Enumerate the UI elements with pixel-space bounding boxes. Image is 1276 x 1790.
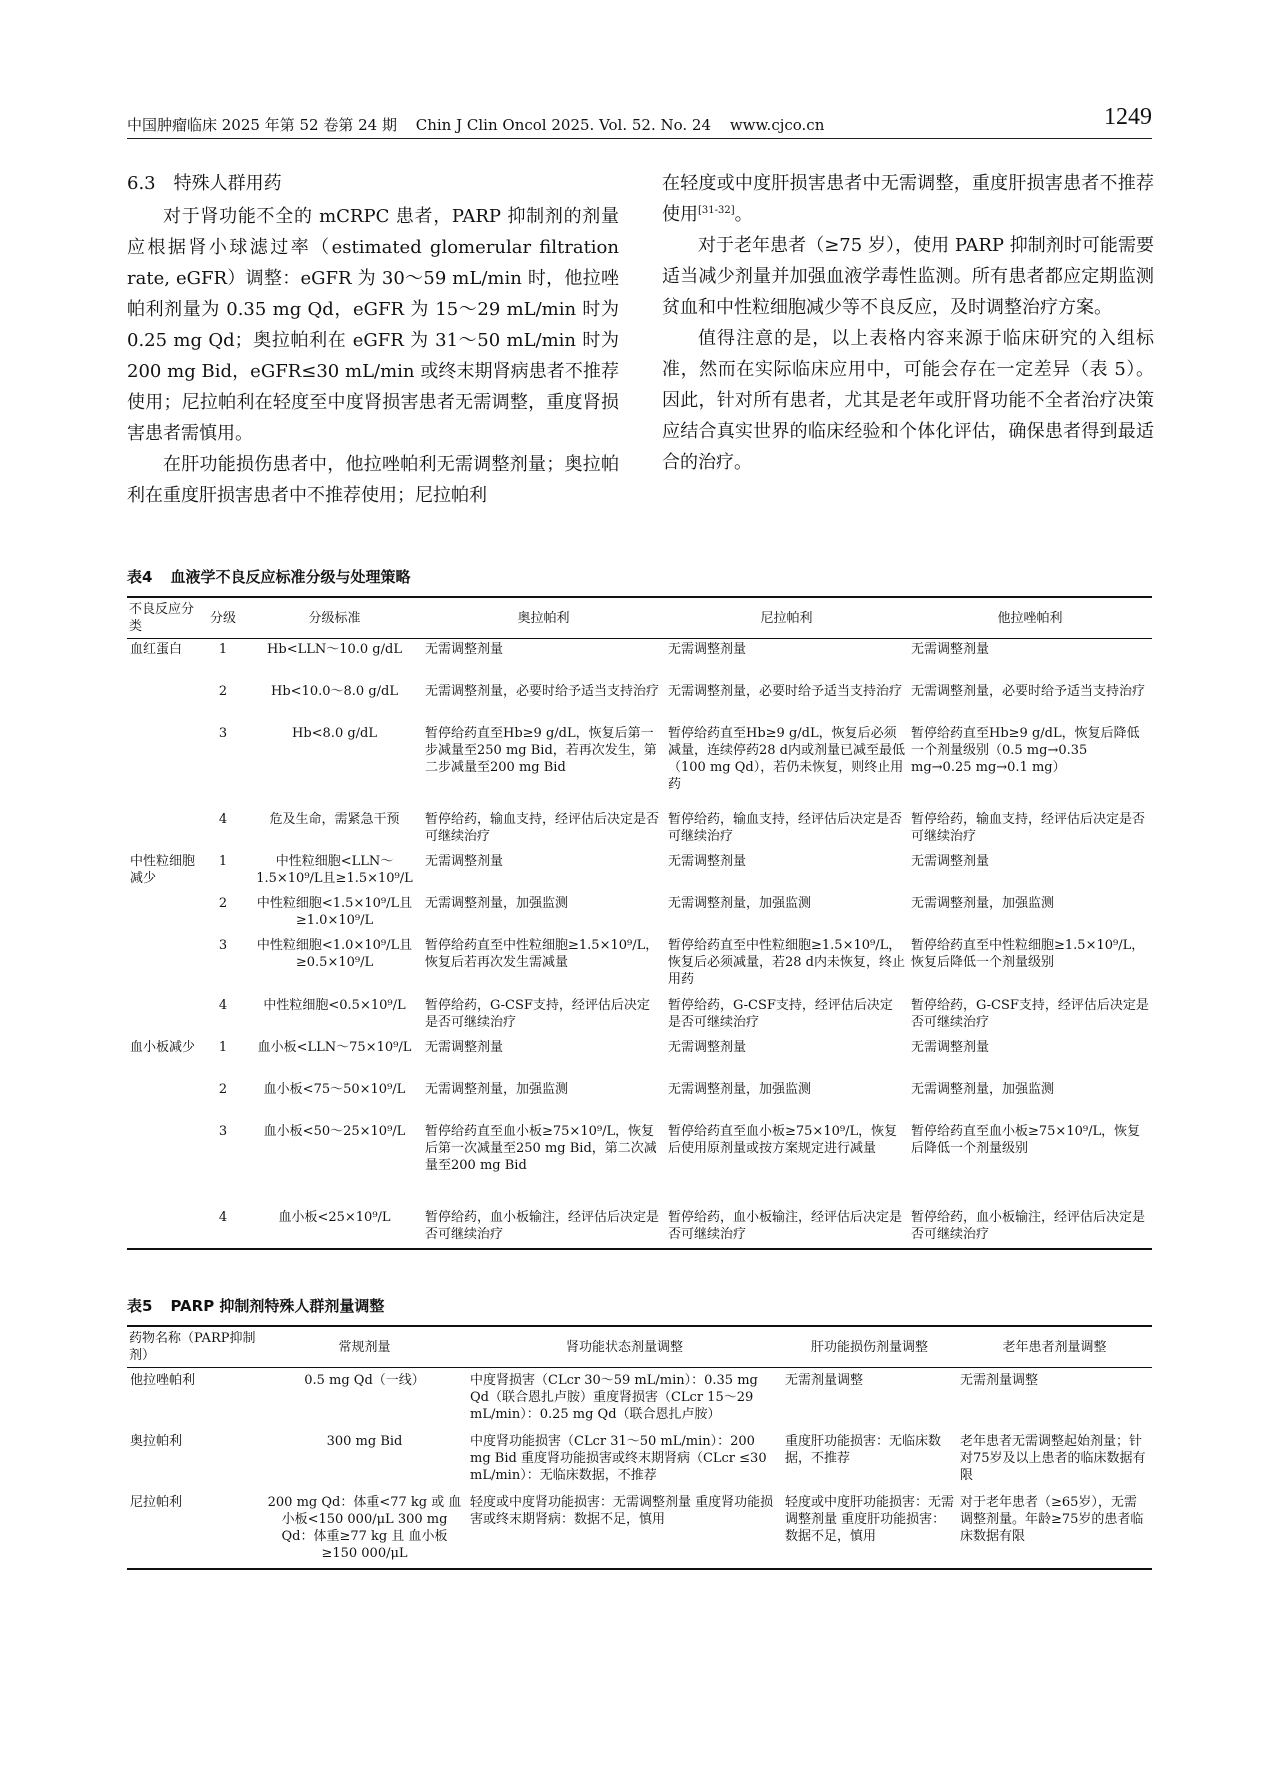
table-cell <box>127 1121 199 1207</box>
column-header: 常规剂量 <box>338 1339 391 1355</box>
table-cell: 暂停给药，输血支持，经评估后决定是否可继续治疗 <box>425 811 660 844</box>
paragraph: 对于肾功能不全的 mCRPC 患者，PARP 抑制剂的剂量应根据肾小球滤过率（estimated glomerular filtration rate, eGFR）调整：eGFR 为 30～59 mL/min 时，他拉唑帕利剂量为 0.35 mg Qd，eGFR 为 15～29 mL/min 时为 0.25 mg Qd；奥拉帕利在 eGFR 为 31～50 mL/min 时为 200 mg Bid，eGFR≤30 mL/min 或终末期肾病患者不推荐使用；尼拉帕利在轻度至中度肾损害患者无需调整，重度肾损害患者需慎用。 <box>127 206 619 444</box>
table-row <box>127 1490 1152 1569</box>
table-cell <box>127 935 199 995</box>
table-cell: Hb<LLN～10.0 g/dL <box>267 642 402 657</box>
table-row <box>127 809 1152 851</box>
table-row <box>127 723 1152 809</box>
column-header: 分级标准 <box>308 610 361 626</box>
table-row <box>127 681 1152 723</box>
table-row <box>127 1121 1152 1207</box>
table-cell: 暂停给药直至中性粒细胞≥1.5×10⁹/L，恢复后若再次发生需减量 <box>425 937 659 970</box>
table-cell: 暂停给药直至中性粒细胞≥1.5×10⁹/L，恢复后必须减量，若28 d内未恢复，终止用药 <box>668 937 905 987</box>
column-header: 他拉唑帕利 <box>997 610 1063 626</box>
paragraph: 值得注意的是，以上表格内容来源于临床研究的入组标准，然而在实际临床应用中，可能会存在一定差异（表 5）。因此，针对所有患者，尤其是老年或肝肾功能不全者治疗决策应结合真实世界的临床经验和个体化评估，确保患者得到最适合的治疗。 <box>662 328 1154 473</box>
table-row <box>127 935 1152 995</box>
table-cell: 中性粒细胞<1.0×10⁹/L且≥0.5×10⁹/L <box>256 937 413 970</box>
paragraph-end: 。 <box>734 204 753 225</box>
table-cell: 中性粒细胞<0.5×10⁹/L <box>263 997 406 1013</box>
table-header-row <box>127 1326 1152 1368</box>
table-cell: 他拉唑帕利 <box>130 1373 196 1388</box>
table5 <box>127 1325 1152 1570</box>
table-cell: 无需调整剂量 <box>425 642 504 657</box>
table-cell: 1 <box>218 853 228 869</box>
column-header: 肾功能状态剂量调整 <box>565 1339 683 1355</box>
table-cell: 暂停给药，G-CSF支持，经评估后决定是否可继续治疗 <box>425 997 650 1030</box>
table-cell: 暂停给药，血小板输注，经评估后决定是否可继续治疗 <box>425 1209 660 1242</box>
table-cell: Hb<8.0 g/dL <box>291 725 377 741</box>
table-cell: 无需剂量调整 <box>960 1373 1039 1388</box>
table-cell <box>127 1079 199 1121</box>
table-cell: 无需调整剂量，加强监测 <box>668 1081 812 1097</box>
table-cell: 暂停给药直至中性粒细胞≥1.5×10⁹/L，恢复后降低一个剂量级别 <box>911 937 1145 970</box>
table-cell: 2 <box>218 895 228 911</box>
table-cell: 暂停给药，血小板输注，经评估后决定是否可继续治疗 <box>668 1209 903 1242</box>
table-cell: 血小板<50～25×10⁹/L <box>263 1123 406 1139</box>
table-row <box>127 851 1152 893</box>
table-cell: 无需调整剂量，必要时给予适当支持治疗 <box>668 683 903 699</box>
table-cell: 轻度或中度肝功能损害：无需调整剂量 重度肝功能损害：数据不足，慎用 <box>785 1495 955 1544</box>
table-cell: 3 <box>218 725 228 741</box>
table4-title: 血液学不良反应标准分级与处理策略 <box>170 568 411 586</box>
table5-label: 表5 <box>127 1297 153 1315</box>
table-cell: 血小板<25×10⁹/L <box>278 1209 391 1225</box>
section-title: 6.3 特殊人群用药 <box>127 173 282 194</box>
table4-caption <box>127 566 410 587</box>
paragraph: 对于老年患者（≥75 岁），使用 PARP 抑制剂时可能需要适当减少剂量并加强血液学毒性监测。所有患者都应定期监测贫血和中性粒细胞减少等不良反应，及时调整治疗方案。 <box>662 235 1154 318</box>
table-cell: 2 <box>218 1081 228 1097</box>
table4 <box>127 596 1152 1250</box>
table-cell <box>127 995 199 1037</box>
paragraph-text: 在轻度或中度肝损害患者中无需调整，重度肝损害患者不推荐使用 <box>662 173 1154 225</box>
table-cell: 暂停给药，输血支持，经评估后决定是否可继续治疗 <box>911 811 1146 844</box>
table-cell: Hb<10.0～8.0 g/dL <box>271 683 398 699</box>
table-cell: 无需调整剂量 <box>668 642 747 657</box>
table-cell: 中度肾功能损害（CLcr 31～50 mL/min）：200 mg Bid 重度肾功能损害或终末期肾病（CLcr ≤30 mL/min）：无临床数据，不推荐 <box>470 1434 767 1483</box>
table-cell <box>127 723 199 809</box>
table-cell: 轻度或中度肾功能损害：无需调整剂量 重度肾功能损害或终末期肾病：数据不足，慎用 <box>470 1495 774 1527</box>
journal-name-cn: 中国肿瘤临床 2025 年第 52 卷第 24 期 <box>127 116 397 134</box>
table-cell: 暂停给药，G-CSF支持，经评估后决定是否可继续治疗 <box>911 997 1149 1030</box>
table-cell: 无需调整剂量 <box>668 1039 747 1055</box>
table-cell: 暂停给药直至血小板≥75×10⁹/L，恢复后使用原剂量或按方案规定进行减量 <box>668 1123 898 1156</box>
table-row <box>127 1429 1152 1490</box>
table-cell: 1 <box>218 642 228 657</box>
table-cell: 4 <box>218 997 228 1013</box>
table-cell: 中性粒细胞<LLN～1.5×10⁹/L且≥1.5×10⁹/L <box>256 853 413 886</box>
table-cell: 无需调整剂量 <box>425 1039 504 1055</box>
table-cell: 重度肝功能损害：无临床数据，不推荐 <box>785 1434 942 1466</box>
table-cell: 无需调整剂量，必要时给予适当支持治疗 <box>911 683 1146 699</box>
table-cell <box>127 809 199 851</box>
table-cell: 老年患者无需调整起始剂量；针对75岁及以上患者的临床数据有限 <box>960 1434 1146 1483</box>
table-row <box>127 1368 1152 1430</box>
table-cell: 暂停给药直至Hb≥9 g/dL，恢复后必须减量，连续停药28 d内或剂量已减至最低（100 mg Qd），若仍未恢复，则终止用药 <box>668 725 905 792</box>
table-cell <box>127 893 199 935</box>
header-left <box>127 114 838 135</box>
table-cell: 中性粒细胞减少 <box>130 853 196 886</box>
table-cell: 尼拉帕利 <box>130 1495 183 1510</box>
table-cell: 血小板减少 <box>130 1039 196 1055</box>
table-row <box>127 995 1152 1037</box>
column-header: 分级 <box>209 610 236 626</box>
table-cell: 无需调整剂量 <box>911 853 990 869</box>
table-cell: 无需调整剂量，加强监测 <box>425 895 569 911</box>
table-cell: 2 <box>218 683 228 699</box>
table-cell: 200 mg Qd：体重<77 kg 或 血小板<150 000/μL 300 mg Qd：体重≥77 kg 且 血小板≥150 000/μL <box>267 1495 462 1561</box>
paragraph: 在肝功能损伤患者中，他拉唑帕利无需调整剂量；奥拉帕利在重度肝损害患者中不推荐使用；尼拉帕利 <box>127 454 619 506</box>
right-column <box>662 168 1154 478</box>
column-header: 肝功能损伤剂量调整 <box>810 1339 928 1355</box>
journal-website: www.cjco.cn <box>729 116 825 134</box>
table-row <box>127 893 1152 935</box>
table-cell: 3 <box>218 937 228 953</box>
table-cell: 1 <box>218 1039 228 1055</box>
column-header: 药物名称（PARP抑制剂） <box>129 1331 256 1363</box>
table-header-row <box>127 597 1152 639</box>
page-number: 1249 <box>1104 104 1152 130</box>
table-cell: 暂停给药，输血支持，经评估后决定是否可继续治疗 <box>668 811 903 844</box>
table-cell: 对于老年患者（≥65岁），无需调整剂量。年龄≥75岁的患者临床数据有限 <box>960 1495 1144 1544</box>
table-cell: 300 mg Bid <box>326 1434 403 1449</box>
table4-label: 表4 <box>127 568 153 586</box>
table-row <box>127 1207 1152 1249</box>
table-cell <box>127 1207 199 1249</box>
table-cell: 危及生命，需紧急干预 <box>269 811 400 827</box>
running-header <box>127 102 1152 139</box>
table-row <box>127 639 1152 681</box>
table-cell: 3 <box>218 1123 228 1139</box>
table-cell: 中度肾损害（CLcr 30～59 mL/min）：0.35 mg Qd（联合恩扎卢胺）重度肾损害（CLcr 15～29 mL/min）：0.25 mg Qd（联合恩扎卢胺） <box>470 1373 758 1422</box>
journal-name-en: Chin J Clin Oncol 2025. Vol. 52. No. 24 <box>415 116 712 134</box>
column-header: 不良反应分类 <box>129 602 195 634</box>
paragraph <box>662 168 1154 230</box>
table-cell: 暂停给药直至Hb≥9 g/dL，恢复后第一步减量至250 mg Bid，若再次发生，第二步减量至200 mg Bid <box>425 725 657 775</box>
left-column <box>127 168 619 511</box>
table-cell: 无需调整剂量，加强监测 <box>911 895 1055 911</box>
table-cell: 无需调整剂量，必要时给予适当支持治疗 <box>425 683 660 699</box>
table-cell: 无需调整剂量，加强监测 <box>911 1081 1055 1097</box>
table-cell: 暂停给药直至血小板≥75×10⁹/L，恢复后第一次减量至250 mg Bid，第二次减量至200 mg Bid <box>425 1123 657 1173</box>
table-row <box>127 1079 1152 1121</box>
table-cell: 奥拉帕利 <box>130 1434 183 1449</box>
table-cell: 无需调整剂量，加强监测 <box>668 895 812 911</box>
citation: [31-32] <box>698 205 735 216</box>
table-cell: 中性粒细胞<1.5×10⁹/L且≥1.0×10⁹/L <box>256 895 413 928</box>
table-cell: 4 <box>218 1209 228 1225</box>
table5-caption <box>127 1295 384 1316</box>
table-cell: 血小板<75～50×10⁹/L <box>263 1081 406 1097</box>
table-row <box>127 1037 1152 1079</box>
column-header: 老年患者剂量调整 <box>1002 1339 1107 1355</box>
table-cell: 0.5 mg Qd（一线） <box>304 1373 425 1388</box>
table-cell: 血小板<LLN～75×10⁹/L <box>257 1039 412 1055</box>
table-cell <box>127 681 199 723</box>
table-cell: 4 <box>218 811 228 827</box>
column-header: 奥拉帕利 <box>517 610 570 626</box>
table-cell: 无需调整剂量，加强监测 <box>425 1081 569 1097</box>
column-header: 尼拉帕利 <box>760 610 813 626</box>
table-cell: 无需调整剂量 <box>425 853 504 869</box>
table-cell: 暂停给药直至血小板≥75×10⁹/L，恢复后降低一个剂量级别 <box>911 1123 1141 1156</box>
table-cell: 血红蛋白 <box>130 642 183 657</box>
table-cell: 无需调整剂量 <box>911 1039 990 1055</box>
table5-title: PARP 抑制剂特殊人群剂量调整 <box>170 1297 385 1315</box>
table-cell: 无需调整剂量 <box>911 642 990 657</box>
table-cell: 暂停给药，血小板输注，经评估后决定是否可继续治疗 <box>911 1209 1146 1242</box>
table-cell: 无需剂量调整 <box>785 1373 864 1388</box>
table-cell: 暂停给药直至Hb≥9 g/dL，恢复后降低一个剂量级别（0.5 mg→0.35 mg→0.25 mg→0.1 mg） <box>911 725 1140 775</box>
table-cell: 暂停给药，G-CSF支持，经评估后决定是否可继续治疗 <box>668 997 893 1030</box>
table-cell: 无需调整剂量 <box>668 853 747 869</box>
